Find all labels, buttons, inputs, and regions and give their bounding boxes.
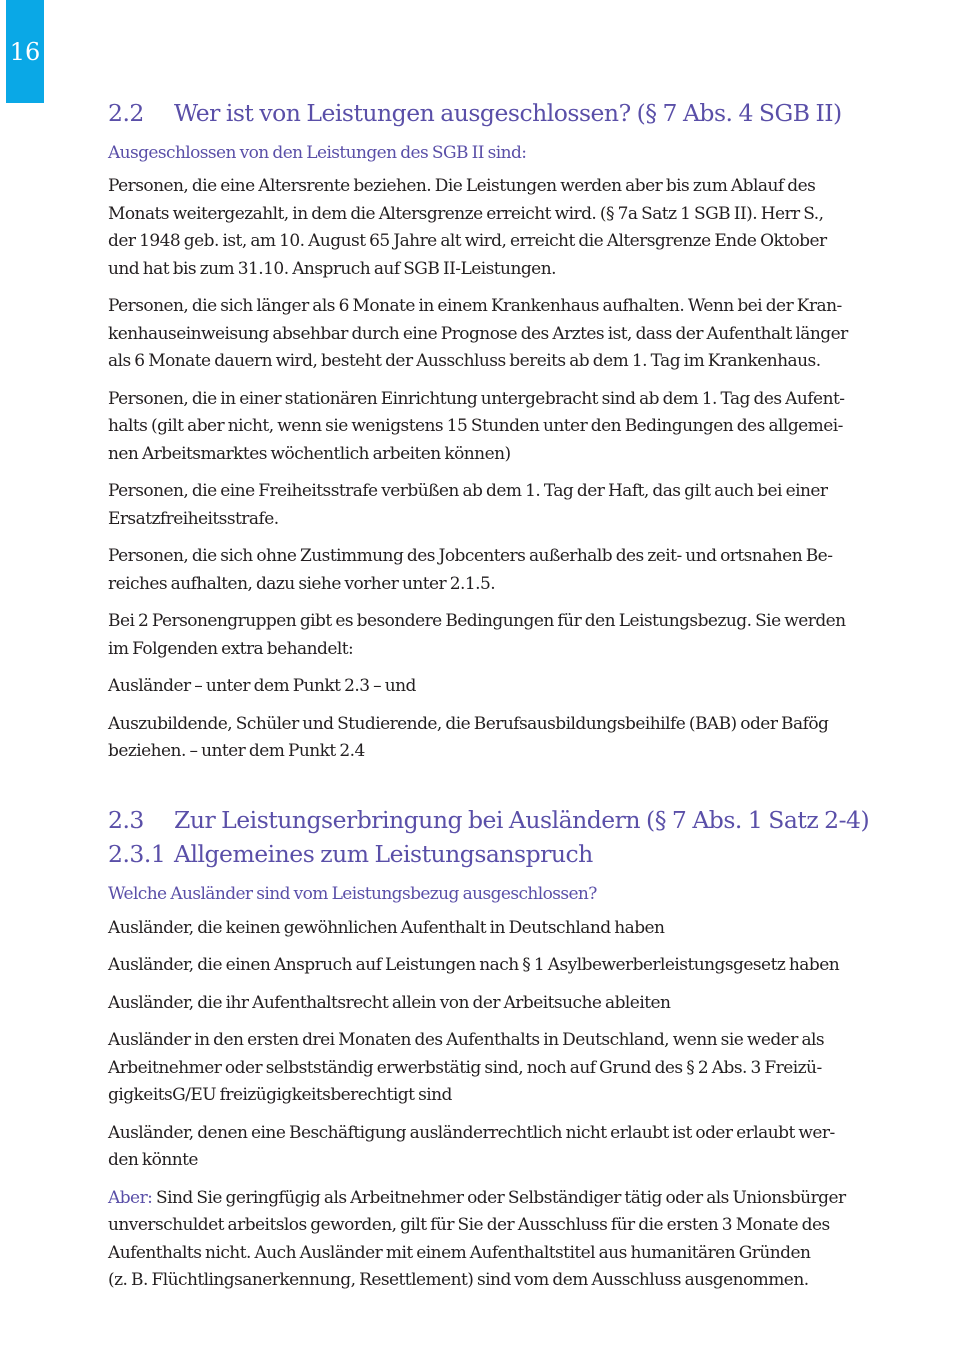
line: gigkeitsG/EU freizügigkeitsberechtigt sind <box>108 1085 452 1105</box>
line: Ausländer, die keinen gewöhnlichen Aufenthalt in Deutschland haben <box>108 917 665 938</box>
paragraph-beschaeftigung <box>108 1120 948 1175</box>
line: Ausländer, denen eine Beschäftigung ausländerrechtlich nicht erlaubt ist oder erlaubt wer- <box>108 1122 835 1143</box>
line: den könnte <box>108 1150 198 1170</box>
line <box>108 1185 948 1213</box>
paragraph-drei-monate <box>108 1027 948 1110</box>
paragraph-auszubildende-ref <box>108 711 948 766</box>
paragraph-aber <box>108 1185 948 1295</box>
subheading-auslaender: Welche Ausländer sind vom Leistungsbezug ausgeschlossen? <box>108 883 597 904</box>
line: Arbeitnehmer oder selbstständig erwerbstätig sind, noch auf Grund des § 2 Abs. 3 Freizü- <box>108 1057 822 1078</box>
line-text: Sind Sie geringfügig als Arbeitnehmer oder Selbständiger tätig oder als Unionsbürger <box>152 1187 846 1208</box>
line: (z. B. Flüchtlingsanerkennung, Resettlement) sind vom dem Ausschluss ausgenommen. <box>108 1270 809 1290</box>
section-title: Allgemeines zum Leistungsanspruch <box>174 839 593 868</box>
aber-label: Aber: <box>108 1187 153 1208</box>
line: Personen, die eine Altersrente beziehen. Die Leistungen werden aber bis zum Ablauf des <box>108 176 816 196</box>
section-title: Wer ist von Leistungen ausgeschlossen? (§ 7 Abs. 4 SGB II) <box>174 99 842 127</box>
section-heading-2-3-1 <box>108 837 948 871</box>
page-number: 16 <box>6 0 44 103</box>
line: nen Arbeitsmarktes wöchentlich arbeiten können) <box>108 443 511 464</box>
line: beziehen. – unter dem Punkt 2.4 <box>108 741 365 761</box>
paragraph-krankenhaus <box>108 293 948 376</box>
line: Aufenthalts nicht. Auch Ausländer mit einem Aufenthaltstitel aus humanitären Gründen <box>108 1242 811 1263</box>
paragraph-asylbewerber <box>108 952 948 980</box>
line: der 1948 geb. ist, am 10. August 65 Jahre alt wird, erreicht die Altersgrenze Ende Oktober <box>108 231 827 251</box>
line: und hat bis zum 31.10. Anspruch auf SGB II-Leistungen. <box>108 258 556 279</box>
paragraph-altersrente <box>108 173 948 283</box>
line: Personen, die sich ohne Zustimmung des Jobcenters außerhalb des zeit- und ortsnahen Be- <box>108 546 833 566</box>
section-number: 2.2 <box>108 99 144 127</box>
line: Personen, die eine Freiheitsstrafe verbüßen ab dem 1. Tag der Haft, das gilt auch bei einer <box>108 481 828 501</box>
paragraph-auslaender-ref <box>108 673 948 701</box>
paragraph-freiheitsstrafe <box>108 478 948 533</box>
line: als 6 Monate dauern wird, besteht der Ausschluss bereits ab dem 1. Tag im Krankenhaus. <box>108 351 821 371</box>
line: halts (gilt aber nicht, wenn sie wenigstens 15 Stunden unter den Bedingungen des allgemei- <box>108 416 843 436</box>
paragraph-stationaer <box>108 386 948 469</box>
paragraph-ortsabwesenheit <box>108 543 948 598</box>
section-heading-2-3 <box>108 803 948 837</box>
line: kenhauseinweisung absehbar durch eine Prognose des Arztes ist, dass der Aufenthalt länger <box>108 323 848 344</box>
section-heading-2-2 <box>108 96 948 130</box>
line: Monats weitergezahlt, in dem die Altersgrenze erreicht wird. (§ 7a Satz 1 SGB II). Herr S., <box>108 203 824 224</box>
line: Personen, die in einer stationären Einrichtung untergebracht sind ab dem 1. Tag des Aufent- <box>108 388 845 409</box>
line: Bei 2 Personengruppen gibt es besondere Bedingungen für den Leistungsbezug. Sie werden <box>108 611 846 631</box>
paragraph-personengruppen <box>108 608 948 663</box>
line: Ausländer, die ihr Aufenthaltsrecht allein von der Arbeitsuche ableiten <box>108 992 671 1013</box>
line: reiches aufhalten, dazu siehe vorher unter 2.1.5. <box>108 573 496 594</box>
line: Ausländer in den ersten drei Monaten des Aufenthalts in Deutschland, wenn sie weder als <box>108 1030 825 1050</box>
line: unverschuldet arbeitslos geworden, gilt für Sie der Ausschluss für die ersten 3 Monate des <box>108 1215 830 1235</box>
paragraph-arbeitsuche <box>108 990 948 1018</box>
subheading-excluded: Ausgeschlossen von den Leistungen des SGB II sind: <box>108 143 527 163</box>
line: Ersatzfreiheitsstrafe. <box>108 508 279 529</box>
section-number: 2.3.1 <box>108 839 166 868</box>
line: Ausländer, die einen Anspruch auf Leistungen nach § 1 Asylbewerberleistungsgesetz haben <box>108 955 840 975</box>
line: Auszubildende, Schüler und Studierende, die Berufsausbildungsbeihilfe (BAB) oder Bafög <box>108 713 829 734</box>
line: Personen, die sich länger als 6 Monate in einem Krankenhaus aufhalten. Wenn bei der Kran- <box>108 296 842 316</box>
line: Ausländer – unter dem Punkt 2.3 – und <box>108 676 416 696</box>
section-title: Zur Leistungserbringung bei Ausländern (§ 7 Abs. 1 Satz 2-4) <box>174 805 870 834</box>
paragraph-kein-aufenthalt <box>108 915 948 943</box>
line: im Folgenden extra behandelt: <box>108 638 354 659</box>
page-content <box>108 96 948 1295</box>
section-number: 2.3 <box>108 805 144 834</box>
